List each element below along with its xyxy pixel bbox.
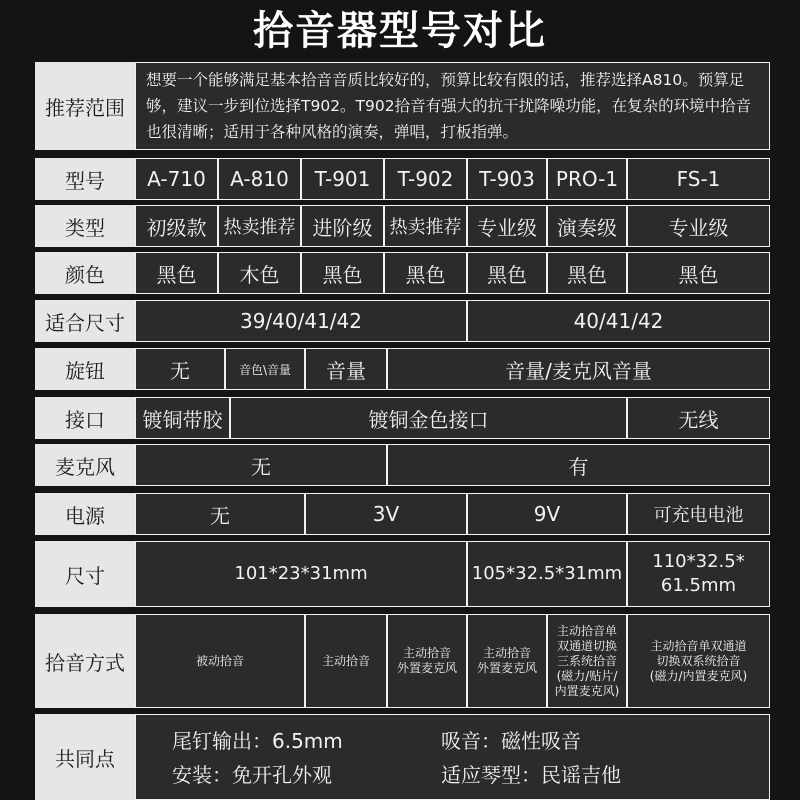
row-model (35, 158, 770, 200)
row-common (35, 714, 770, 800)
row-jack (35, 397, 770, 439)
recommend-text: 想要一个能够满足基本拾音音质比较好的，预算比较有限的话，推荐选择A810。预算足够，建议一步到位选择T902。T902拾音有强大的抗干扰降噪功能，在复杂的环境中拾音也很清晰；适用于各种风格的演奏，弹唱，打板指弹。 (135, 62, 770, 150)
model-cell: PRO-1 (547, 158, 627, 200)
knob-cell: 音量/麦克风音量 (387, 348, 770, 390)
type-cell: 演奏级 (547, 205, 627, 247)
mic-cell: 有 (387, 444, 770, 486)
row-label-recommend: 推荐范围 (35, 62, 135, 150)
row-knob (35, 348, 770, 390)
power-cell: 9V (467, 493, 627, 535)
row-dimensions (35, 541, 770, 607)
row-size-fit (35, 300, 770, 342)
row-recommend (35, 62, 770, 150)
row-label-pickup: 拾音方式 (35, 614, 135, 708)
power-cell: 3V (305, 493, 467, 535)
row-label-dimensions: 尺寸 (35, 541, 135, 607)
color-cell: 黑色 (135, 252, 218, 294)
row-label-common: 共同点 (35, 714, 135, 800)
model-cell: T-901 (301, 158, 384, 200)
common-item: 适应琴型：民谣吉他 (441, 763, 621, 787)
row-color (35, 252, 770, 294)
dimensions-cell: 110*32.5* 61.5mm (627, 541, 770, 607)
common-item: 安装：免开孔外观 (172, 763, 332, 787)
model-cell: T-903 (467, 158, 547, 200)
type-cell: 热卖推荐 (384, 205, 467, 247)
knob-cell: 无 (135, 348, 225, 390)
row-label-model: 型号 (35, 158, 135, 200)
power-cell: 无 (135, 493, 305, 535)
jack-cell: 镀铜金色接口 (230, 397, 627, 439)
row-power (35, 493, 770, 535)
color-cell: 黑色 (384, 252, 467, 294)
type-cell: 专业级 (467, 205, 547, 247)
knob-cell: 音量 (305, 348, 387, 390)
size-fit-cell: 40/41/42 (467, 300, 770, 342)
type-cell: 热卖推荐 (218, 205, 301, 247)
type-cell: 专业级 (627, 205, 770, 247)
common-panel (135, 714, 770, 800)
dimensions-cell: 105*32.5*31mm (467, 541, 627, 607)
row-label-size-fit: 适合尺寸 (35, 300, 135, 342)
pickup-cell: 主动拾音 外置麦克风 (467, 614, 547, 708)
model-cell: T-902 (384, 158, 467, 200)
row-label-power: 电源 (35, 493, 135, 535)
pickup-cell: 主动拾音 (305, 614, 387, 708)
color-cell: 木色 (218, 252, 301, 294)
row-pickup (35, 614, 770, 708)
row-label-knob: 旋钮 (35, 348, 135, 390)
row-label-jack: 接口 (35, 397, 135, 439)
row-label-mic: 麦克风 (35, 444, 135, 486)
jack-cell: 镀铜带胶 (135, 397, 230, 439)
pickup-cell: 主动拾音单 双通道切换 三系统拾音 (磁力/贴片/ 内置麦克风) (547, 614, 627, 708)
color-cell: 黑色 (547, 252, 627, 294)
dimensions-cell: 101*23*31mm (135, 541, 467, 607)
color-cell: 黑色 (301, 252, 384, 294)
row-label-color: 颜色 (35, 252, 135, 294)
color-cell: 黑色 (627, 252, 770, 294)
model-cell: FS-1 (627, 158, 770, 200)
page-title: 拾音器型号对比 (253, 8, 547, 54)
mic-cell: 无 (135, 444, 387, 486)
model-cell: A-810 (218, 158, 301, 200)
knob-cell: 音色\音量 (225, 348, 305, 390)
model-cell: A-710 (135, 158, 218, 200)
color-cell: 黑色 (467, 252, 547, 294)
row-type (35, 205, 770, 247)
row-label-type: 类型 (35, 205, 135, 247)
common-item: 尾钉输出：6.5mm (172, 729, 343, 753)
common-item: 吸音：磁性吸音 (441, 729, 581, 753)
jack-cell: 无线 (627, 397, 770, 439)
pickup-cell: 主动拾音单双通道 切换双系统拾音 (磁力/内置麦克风) (627, 614, 770, 708)
row-mic (35, 444, 770, 486)
pickup-cell: 主动拾音 外置麦克风 (387, 614, 467, 708)
power-cell: 可充电电池 (627, 493, 770, 535)
type-cell: 初级款 (135, 205, 218, 247)
type-cell: 进阶级 (301, 205, 384, 247)
pickup-cell: 被动拾音 (135, 614, 305, 708)
size-fit-cell: 39/40/41/42 (135, 300, 467, 342)
